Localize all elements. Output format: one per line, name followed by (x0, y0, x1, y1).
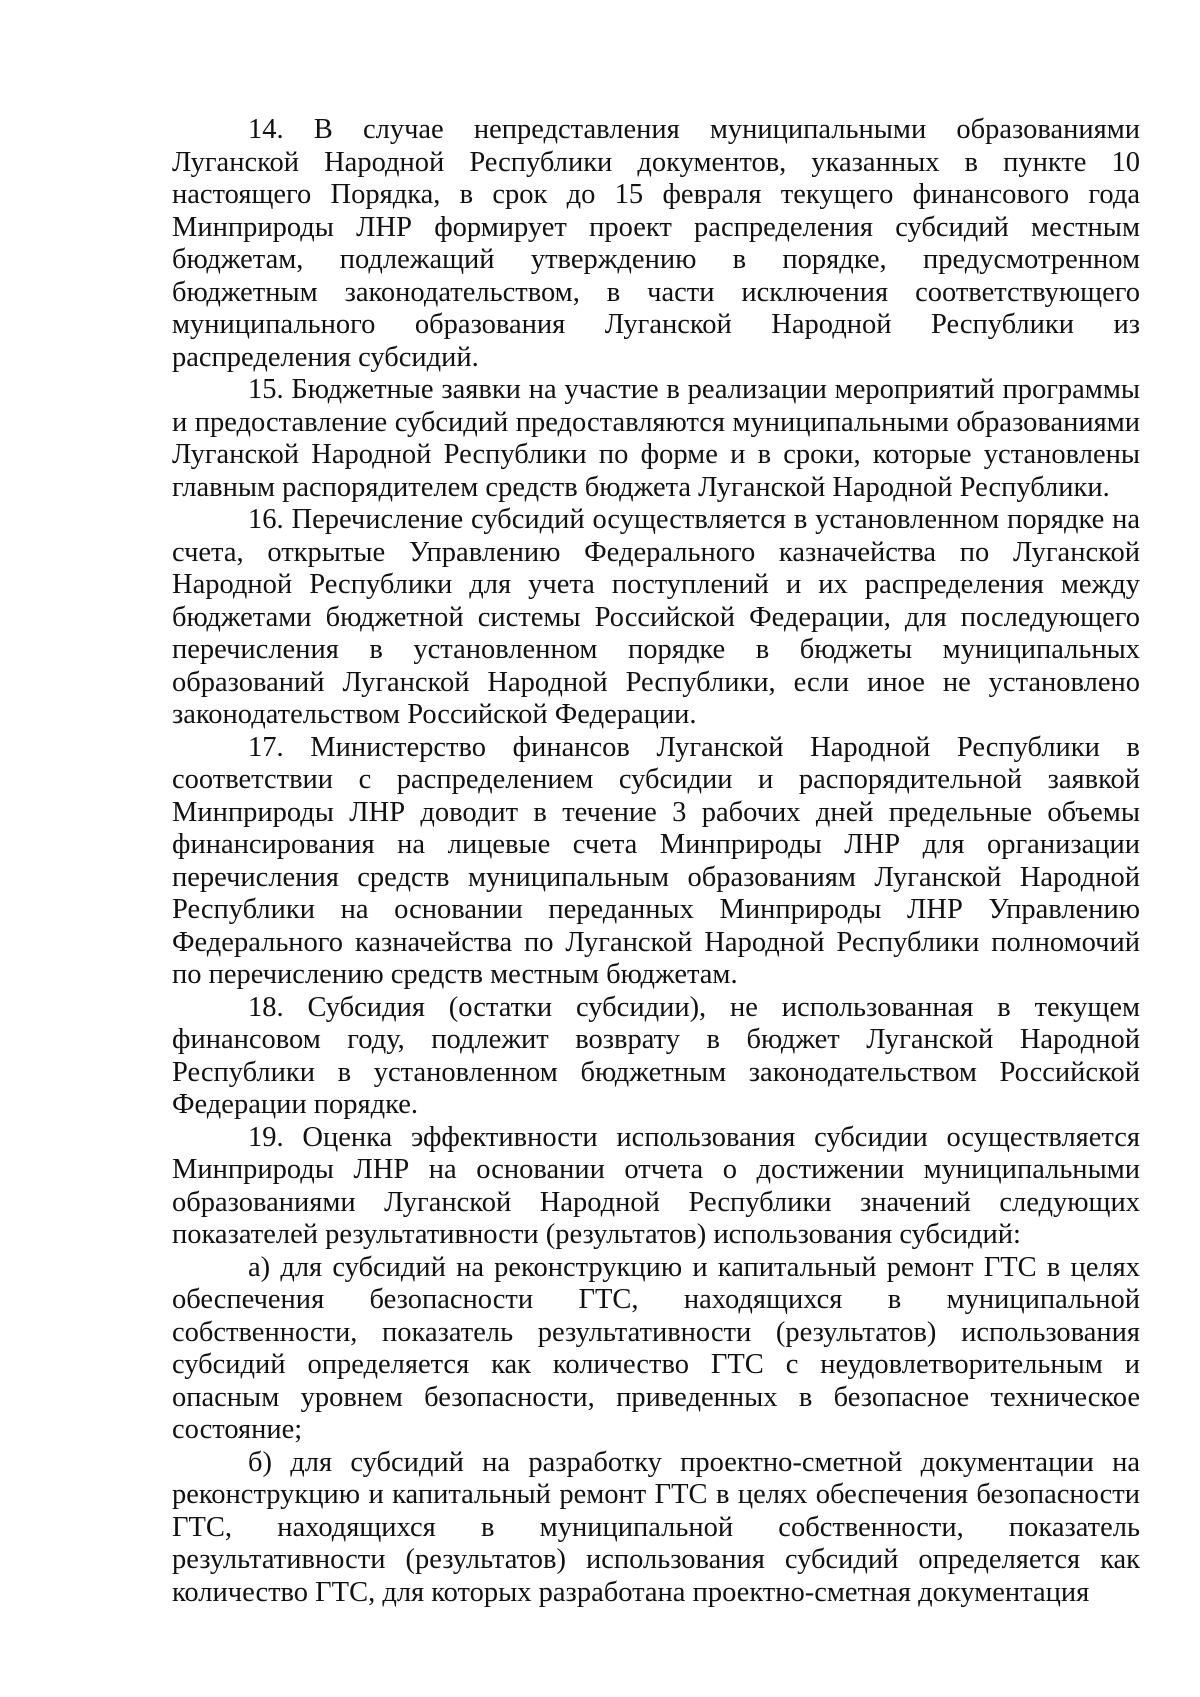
paragraph-18: 18. Субсидия (остатки субсидии), не использованная в текущем финансовом году, подлежит возврату в бюджет Луганской Народной Республики в установленном бюджетным законодательством Российской Федерации порядке. (172, 991, 1140, 1120)
paragraph-19-a: а) для субсидий на реконструкцию и капитальный ремонт ГТС в целях обеспечения безопасности ГТС, находящихся в муниципальной собственности, показатель результативности (результатов) использования субсидий определяется как количество ГТС с неудовлетворительным и опасным уровнем безопасности, приведенных в безопасное техническое состояние; (172, 1251, 1140, 1445)
paragraph-17: 17. Министерство финансов Луганской Народной Республики в соответствии с распределением субсидии и распорядительной заявкой Минприроды ЛНР доводит в течение 3 рабочих дней предельные объемы финансирования на лицевые счета Минприроды ЛНР для организации перечисления средств муниципальным образованиям Луганской Народной Республики на основании переданных Минприроды ЛНР Управлению Федерального казначейства по Луганской Народной Республики полномочий по перечислению средств местным бюджетам. (172, 731, 1140, 990)
paragraph-15: 15. Бюджетные заявки на участие в реализации мероприятий программы и предоставление субсидий предоставляются муниципальными образованиями Луганской Народной Республики по форме и в сроки, которые установлены главным распорядителем средств бюджета Луганской Народной Республики. (172, 374, 1140, 503)
paragraph-19-b: б) для субсидий на разработку проектно-сметной документации на реконструкцию и капитальный ремонт ГТС в целях обеспечения безопасности ГТС, находящихся в муниципальной собственности, показатель результативности (результатов) использования субсидий определяется как количество ГТС, для которых разработана проектно-сметная документация (172, 1446, 1140, 1608)
paragraph-16: 16. Перечисление субсидий осуществляется в установленном порядке на счета, открытые Управлению Федерального казначейства по Луганской Народной Республики для учета поступлений и их распределения между бюджетами бюджетной системы Российской Федерации, для последующего перечисления в установленном порядке в бюджеты муниципальных образований Луганской Народной Республики, если иное не установлено законодательством Российской Федерации. (172, 504, 1140, 730)
paragraph-19: 19. Оценка эффективности использования субсидии осуществляется Минприроды ЛНР на основании отчета о достижении муниципальными образованиями Луганской Народной Республики значений следующих показателей результативности (результатов) использования субсидий: (172, 1121, 1140, 1250)
paragraph-14: 14. В случае непредставления муниципальными образованиями Луганской Народной Республики документов, указанных в пункте 10 настоящего Порядка, в срок до 15 февраля текущего финансового года Минприроды ЛНР формирует проект распределения субсидий местным бюджетам, подлежащий утверждению в порядке, предусмотренном бюджетным законодательством, в части исключения соответствующего муниципального образования Луганской Народной Республики из распределения субсидий. (172, 114, 1140, 373)
document-body (172, 114, 1140, 1609)
